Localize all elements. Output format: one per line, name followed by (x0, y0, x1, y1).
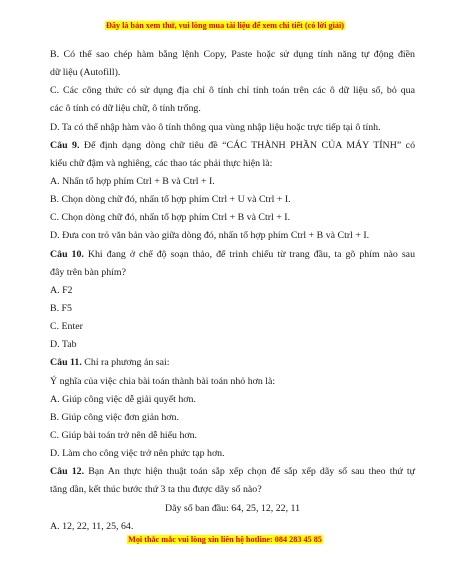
line-text: tăng dần, kết thúc bước thứ 3 ta thu được dãy số nào? (50, 484, 262, 496)
line-text: B. Giúp công việc đơn giản hơn. (50, 411, 179, 423)
question-number: Câu 12. (50, 466, 85, 478)
text-line (50, 137, 415, 155)
line-text: A. Nhấn tổ hợp phím Ctrl + B và Ctrl + I. (50, 175, 215, 187)
text-line (50, 191, 415, 209)
line-text: D. Làm cho công việc trở nên phức tạp hơn. (50, 448, 225, 460)
text-line (50, 209, 415, 227)
text-line (50, 64, 415, 82)
text-line (50, 119, 415, 137)
line-text: A. F2 (50, 284, 73, 296)
text-line (50, 300, 415, 318)
text-line (50, 373, 415, 391)
question-number: Câu 10. (50, 248, 84, 260)
text-line (50, 427, 415, 445)
text-line (50, 282, 415, 300)
line-text: Dãy số ban đầu: 64, 25, 12, 22, 11 (164, 502, 301, 514)
preview-notice-text: Đây là bản xem thử, vui lòng mua tài liệu để xem chi tiết (có lời giải) (105, 21, 344, 30)
question-number: Câu 9. (50, 139, 80, 151)
text-line (50, 354, 415, 372)
line-text: dữ liệu (Autofill). (50, 67, 121, 79)
hotline-text: Mọi thắc mắc vui lòng xin liên hệ hotline: 084 283 45 85 (128, 535, 322, 544)
text-line (50, 518, 415, 536)
text-line (50, 246, 415, 264)
line-text: C. Enter (50, 321, 83, 333)
line-text: Bạn An thực hiện thuật toán sắp xếp chọn để sắp xếp dãy số sau theo thứ tự (84, 466, 415, 478)
line-text: B. Có thể sao chép hàm bằng lệnh Copy, Paste hoặc sử dụng tính năng tự động điền (50, 49, 415, 60)
text-line (50, 173, 415, 191)
text-line (50, 391, 415, 409)
text-line (50, 155, 415, 173)
line-text: D. Ta có thể nhập hàm vào ô tính thông qua vùng nhập liệu hoặc trực tiếp tại ô tính. (50, 121, 381, 133)
line-text: A. 12, 22, 11, 25, 64. (50, 520, 134, 532)
line-text: A. Giúp công việc dễ giải quyết hơn. (50, 393, 196, 405)
text-line (50, 500, 415, 518)
text-line (50, 318, 415, 336)
line-text: các ô tính có dữ liệu chữ, ô tính trống. (50, 103, 201, 115)
text-line (50, 46, 415, 64)
line-text: kiểu chữ đậm và nghiêng, các thao tác phải thực hiện là: (50, 157, 273, 169)
line-text: D. Đưa con trỏ văn bản vào giữa dòng đó, nhấn tổ hợp phím Ctrl + B và Ctrl + I. (50, 230, 370, 242)
line-text: Ý nghĩa của việc chia bài toán thành bài toán nhỏ hơn là: (50, 375, 276, 387)
line-text: Khi đang ở chế độ soạn thảo, để trình chiếu từ trang đầu, ta gõ phím nào sau (83, 248, 416, 260)
text-line (50, 336, 415, 354)
line-text: Chỉ ra phương án sai: (81, 357, 170, 369)
line-text: đây trên bàn phím? (50, 266, 126, 278)
text-line (50, 82, 415, 100)
line-text: D. Tab (50, 339, 77, 351)
line-text: B. F5 (50, 302, 72, 314)
text-line (50, 481, 415, 499)
question-number: Câu 11. (50, 357, 82, 369)
text-line (50, 463, 415, 481)
document-body (50, 46, 415, 536)
line-text: B. Chọn dòng chữ đó, nhấn tổ hợp phím Ctrl + U và Ctrl + I. (50, 194, 291, 206)
preview-notice-banner (0, 21, 450, 30)
line-text: C. Các công thức có sử dụng địa chỉ ô tính chỉ tính toán trên các ô dữ liệu số, bỏ qua (50, 85, 415, 97)
line-text: C. Giúp bài toán trở nên dễ hiểu hơn. (50, 429, 198, 441)
text-line (50, 100, 415, 118)
line-text: Để định dạng dòng chữ tiêu đề “CÁC THÀNH PHẦN CỦA MÁY TÍNH” có (79, 139, 416, 151)
text-line (50, 445, 415, 463)
text-line (50, 409, 415, 427)
hotline-banner (0, 535, 450, 544)
text-line (50, 264, 415, 282)
text-line (50, 227, 415, 245)
line-text: C. Chọn dòng chữ đó, nhấn tổ hợp phím Ctrl + B và Ctrl + I. (50, 212, 291, 224)
